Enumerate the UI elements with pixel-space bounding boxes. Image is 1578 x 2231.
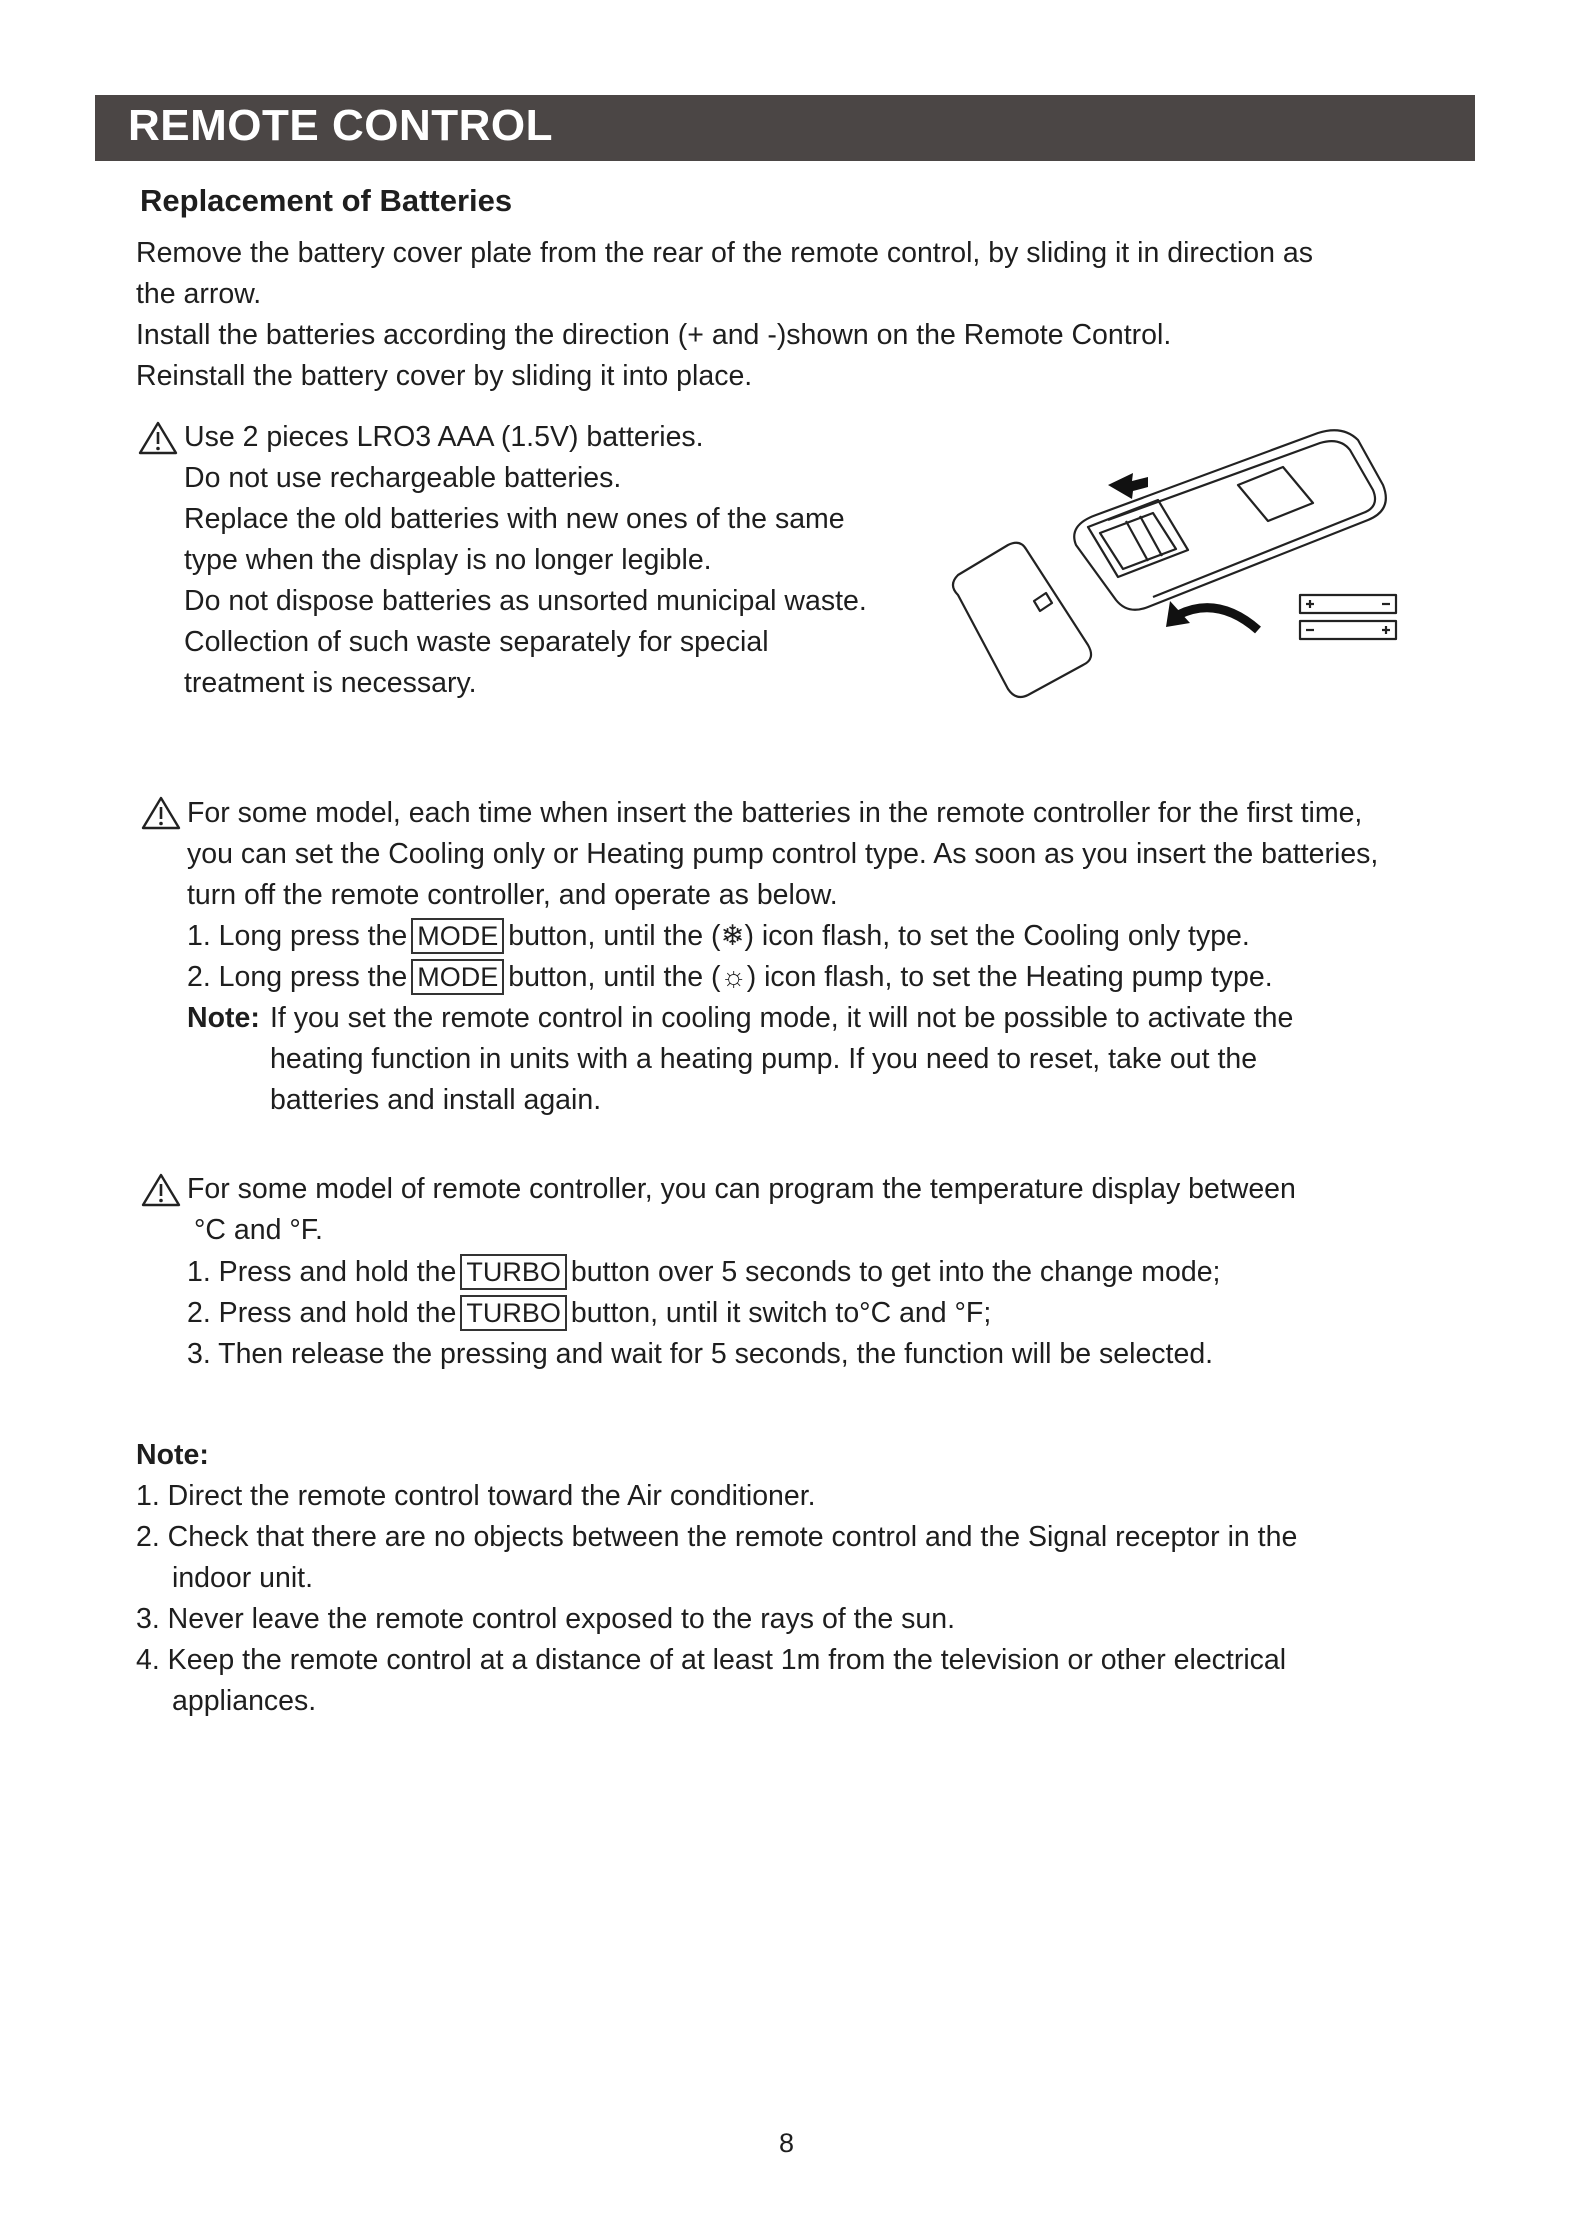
note-item: 1. Direct the remote control toward the Air conditioner.	[136, 1480, 816, 1512]
intro-line: the arrow.	[136, 278, 262, 310]
section-title: Replacement of Batteries	[140, 183, 513, 218]
temp-step-text: 2. Press and hold the	[187, 1297, 457, 1329]
temp-intro-line: °C and °F.	[194, 1214, 323, 1246]
temp-step-2	[187, 1295, 991, 1331]
sun-icon: ☼	[720, 961, 747, 993]
section-header-bar	[95, 95, 1475, 161]
mode-intro-line: turn off the remote controller, and operate as below.	[187, 879, 838, 911]
mode-button-label: MODE	[411, 959, 504, 995]
temp-step-3: 3. Then release the pressing and wait for 5 seconds, the function will be selected.	[187, 1338, 1214, 1370]
snowflake-icon: ❄	[720, 920, 745, 952]
intro-line: Remove the battery cover plate from the rear of the remote control, by sliding it in direction as	[136, 237, 1313, 269]
battery-warning-line: Do not use rechargeable batteries.	[184, 462, 622, 494]
mode-intro-line: For some model, each time when insert the batteries in the remote controller for the first time,	[187, 797, 1363, 829]
mode-note-line: batteries and install again.	[270, 1084, 602, 1116]
intro-line: Reinstall the battery cover by sliding it into place.	[136, 360, 753, 392]
temp-step-1	[187, 1254, 1220, 1290]
note-item: appliances.	[172, 1685, 317, 1717]
battery-warning-line: Use 2 pieces LRO3 AAA (1.5V) batteries.	[184, 421, 704, 453]
mode-step-2	[187, 959, 1273, 995]
note-item: 3. Never leave the remote control exposed to the rays of the sun.	[136, 1603, 956, 1635]
section-header-title: REMOTE CONTROL	[128, 101, 553, 150]
mode-step-text: button, until the (	[508, 920, 721, 952]
mode-intro-line: you can set the Cooling only or Heating pump control type. As soon as you insert the batteries,	[187, 838, 1379, 870]
mode-step-text: 1. Long press the	[187, 920, 408, 952]
mode-step-text: button, until the (	[508, 961, 721, 993]
battery-warning-line: Do not dispose batteries as unsorted municipal waste.	[184, 585, 867, 617]
note-item: indoor unit.	[172, 1562, 314, 1594]
mode-note-label: Note:	[187, 1002, 260, 1034]
mode-step-1	[187, 918, 1250, 954]
temp-step-text: button over 5 seconds to get into the change mode;	[570, 1256, 1221, 1288]
note-item: 2. Check that there are no objects between the remote control and the Signal receptor in the	[136, 1521, 1298, 1553]
temp-intro-line: For some model of remote controller, you can program the temperature display between	[187, 1173, 1296, 1205]
notes-label: Note:	[136, 1439, 209, 1471]
battery-warning-line: type when the display is no longer legible.	[184, 544, 712, 576]
temp-step-text: button, until it switch to°C and °F;	[570, 1297, 992, 1329]
battery-warning-line: Replace the old batteries with new ones of the same	[184, 503, 845, 535]
mode-button-label: MODE	[411, 918, 504, 954]
battery-warning-line: Collection of such waste separately for special	[184, 626, 769, 658]
warning-icon	[138, 421, 178, 455]
temp-step-text: 1. Press and hold the	[187, 1256, 457, 1288]
warning-icon	[141, 796, 181, 830]
battery-warning-line: treatment is necessary.	[184, 667, 477, 699]
warning-icon	[141, 1173, 181, 1207]
turbo-button-label: TURBO	[460, 1295, 567, 1331]
mode-step-text: ) icon flash, to set the Cooling only type.	[744, 920, 1250, 952]
mode-step-text: 2. Long press the	[187, 961, 408, 993]
turbo-button-label: TURBO	[460, 1254, 567, 1290]
remote-battery-illustration	[948, 425, 1408, 725]
mode-note-line: heating function in units with a heating pump. If you need to reset, take out the	[270, 1043, 1258, 1075]
note-item: 4. Keep the remote control at a distance of at least 1m from the television or other electrical	[136, 1644, 1287, 1676]
mode-note-line: If you set the remote control in cooling mode, it will not be possible to activate the	[270, 1002, 1294, 1034]
mode-step-text: ) icon flash, to set the Heating pump type.	[746, 961, 1273, 993]
page-number: 8	[779, 2128, 795, 2158]
intro-line: Install the batteries according the direction (+ and -)shown on the Remote Control.	[136, 319, 1172, 351]
